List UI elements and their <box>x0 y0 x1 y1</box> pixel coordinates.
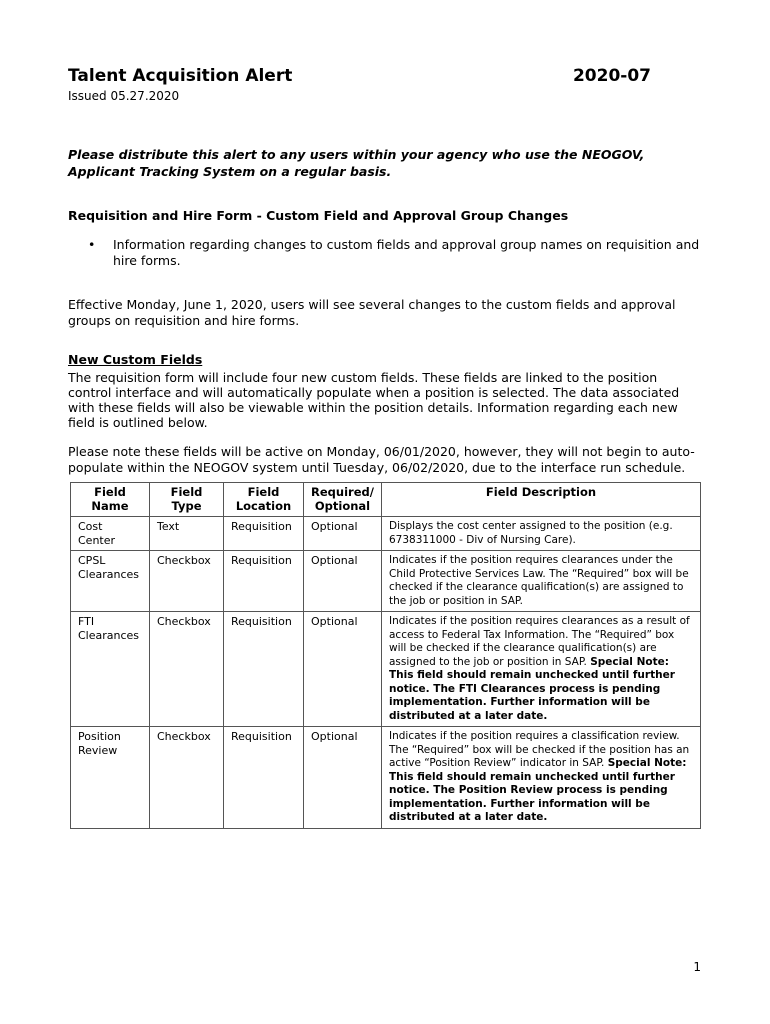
header-field-location: Field Location <box>224 483 304 517</box>
cell-field-location: Requisition <box>224 551 304 612</box>
cell-field-type: Text <box>150 517 224 551</box>
table-row <box>71 612 701 727</box>
page-title: Talent Acquisition Alert <box>68 66 293 86</box>
cell-description <box>382 517 701 551</box>
distribution-notice: Please distribute this alert to any users within your agency who use the NEOGOV, Applicant Tracking System on a regular basis. <box>68 147 645 179</box>
header-field-name: Field Name <box>71 483 150 517</box>
description-text: Indicates if the position requires a classification review. The “Required” box will be checked if the position has an active “Position Review” indicator in SAP. <box>389 730 690 769</box>
cell-required: Optional <box>304 551 382 612</box>
cell-field-name: Cost Center <box>71 517 150 551</box>
cell-field-name: CPSL Clearances <box>71 551 150 612</box>
table-header-row <box>71 483 701 517</box>
cell-description <box>382 551 701 612</box>
bullet-list <box>68 237 700 269</box>
special-note: Special Note: This field should remain unchecked until further notice. The FTI Clearances process is pending implementation. Further information will be distributed at a later date. <box>389 655 675 722</box>
cell-field-type: Checkbox <box>150 727 224 829</box>
bullet-text: Information regarding changes to custom fields and approval group names on requisition and hire forms. <box>113 237 700 268</box>
header-field-type: Field Type <box>150 483 224 517</box>
cell-required: Optional <box>304 517 382 551</box>
custom-fields-table <box>70 482 701 829</box>
cell-description <box>382 612 701 727</box>
description-text: Indicates if the position requires clearances as a result of access to Federal Tax Information. The “Required” box will be checked if the clearance qualification(s) are assigned to the job or position in SAP. <box>389 615 690 668</box>
activation-paragraph: Please note these fields will be active on Monday, 06/01/2020, however, they will not begin to auto-populate within the NEOGOV system until Tuesday, 06/02/2020, due to the interface run schedule. <box>68 444 695 475</box>
header-required-optional: Required/ Optional <box>304 483 382 517</box>
alert-number: 2020-07 <box>572 66 651 86</box>
table-row <box>71 551 701 612</box>
custom-fields-paragraph: The requisition form will include four new custom fields. These fields are linked to the position control interface and will automatically populate when a position is selected. The data associated with these fields will also be viewable within the position details. Information regarding each new field is outlined below. <box>68 370 680 430</box>
cell-description <box>382 727 701 829</box>
cell-field-name: FTI Clearances <box>71 612 150 727</box>
description-text: Indicates if the position requires clearances under the Child Protective Services Law. The “Required” box will be checked if the clearance qualification(s) are assigned to the job or position in SAP. <box>389 554 689 607</box>
new-custom-fields-heading: New Custom Fields <box>68 352 203 367</box>
description-text: Displays the cost center assigned to the position (e.g. 6738311000 - Div of Nursing Care). <box>389 520 673 546</box>
cell-field-location: Requisition <box>224 612 304 727</box>
special-note: Special Note: This field should remain unchecked until further notice. The Position Review process is pending implementation. Further information will be distributed at a later date. <box>389 757 687 823</box>
cell-field-location: Requisition <box>224 727 304 829</box>
bullet-item <box>68 237 700 269</box>
cell-required: Optional <box>304 612 382 727</box>
bullet-icon: • <box>88 237 96 252</box>
title-row <box>68 66 700 86</box>
header-field-description: Field Description <box>382 483 701 517</box>
page-number: 1 <box>693 960 701 974</box>
cell-field-name: Position Review <box>71 727 150 829</box>
section-heading: Requisition and Hire Form - Custom Field and Approval Group Changes <box>68 208 569 223</box>
cell-field-location: Requisition <box>224 517 304 551</box>
cell-field-type: Checkbox <box>150 551 224 612</box>
table-row <box>71 727 701 829</box>
cell-field-type: Checkbox <box>150 612 224 727</box>
cell-required: Optional <box>304 727 382 829</box>
document-page <box>68 66 700 829</box>
table-row <box>71 517 701 551</box>
issued-date: Issued 05.27.2020 <box>68 89 180 103</box>
effective-paragraph: Effective Monday, June 1, 2020, users will see several changes to the custom fields and approval groups on requisition and hire forms. <box>68 297 676 328</box>
